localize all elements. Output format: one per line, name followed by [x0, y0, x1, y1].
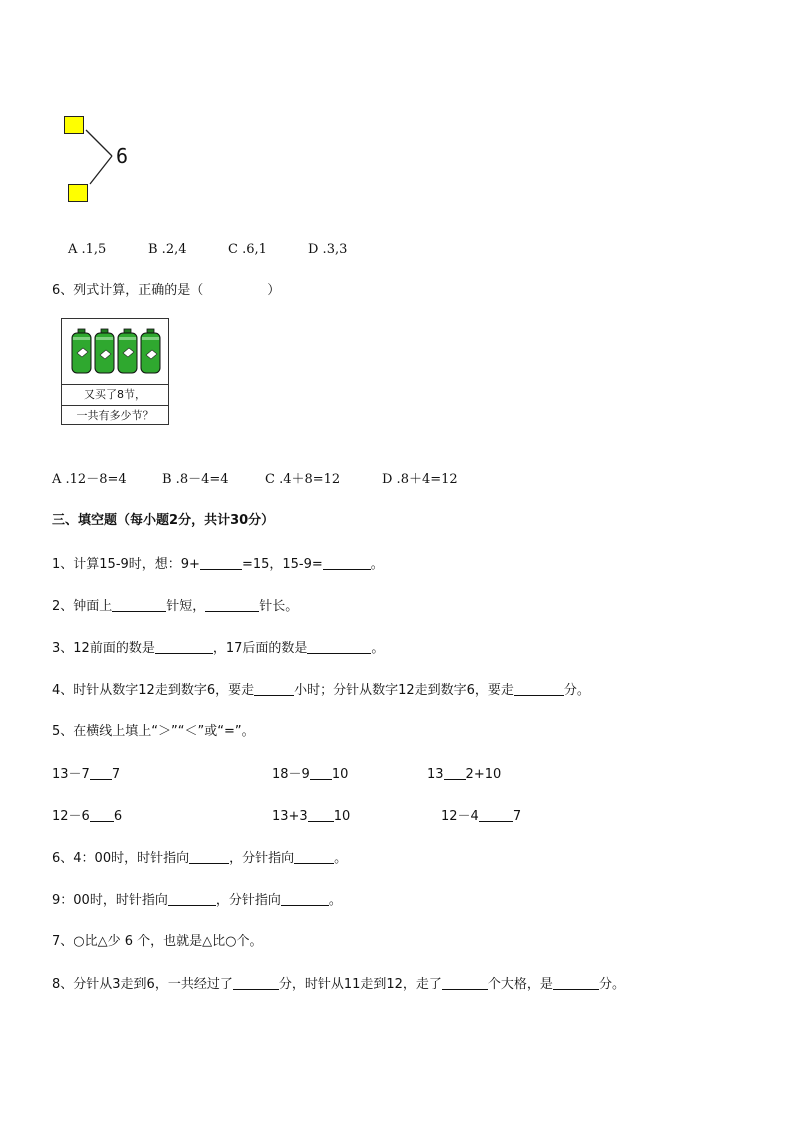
answer-blank[interactable]	[442, 975, 488, 990]
fill-question-5: 5、在横线上填上“＞”“＜”或“=”。	[52, 724, 255, 739]
battery-icon	[95, 329, 114, 373]
fill-question-3: 3、12前面的数是 ，17后面的数是 。	[52, 641, 385, 656]
answer-blank[interactable]	[310, 765, 332, 780]
q5-option-a: A .1,5	[68, 242, 107, 257]
number-decomposition-figure	[60, 112, 150, 208]
answer-blank[interactable]	[168, 891, 216, 906]
q6-option-a: A .12－8=4	[52, 472, 127, 487]
answer-blank[interactable]	[479, 807, 513, 822]
picture-text-question: 一共有多少节？	[76, 409, 154, 422]
compare-item-5: 13+3 10	[272, 809, 351, 824]
answer-blank[interactable]	[155, 639, 213, 654]
answer-blank[interactable]	[307, 639, 371, 654]
q5-option-b: B .2,4	[148, 242, 187, 257]
q5-option-d: D .3,3	[308, 242, 348, 257]
fill-question-8: 8、分针从3走到6，一共经过了 分，时针从11走到12，走了 个大格，是 分。	[52, 977, 625, 992]
decomposition-total: 6	[116, 144, 129, 168]
answer-blank[interactable]	[553, 975, 599, 990]
compare-item-2: 18－9 10	[272, 767, 349, 782]
answer-blank[interactable]	[323, 555, 371, 570]
battery-icon	[141, 329, 160, 373]
answer-blank[interactable]	[90, 765, 112, 780]
answer-blank[interactable]	[189, 849, 229, 864]
q6-option-d: D .8＋4=12	[382, 472, 458, 487]
answer-blank[interactable]	[233, 975, 279, 990]
compare-item-3: 13 2+10	[427, 767, 502, 782]
battery-picture	[61, 318, 169, 425]
answer-blank[interactable]	[308, 807, 334, 822]
fill-question-2: 2、钟面上 针短， 针长。	[52, 599, 299, 614]
answer-blank[interactable]	[205, 597, 259, 612]
answer-blank[interactable]	[112, 597, 166, 612]
section-3-title: 三、填空题（每小题2分，共计30分）	[52, 513, 275, 528]
q6-option-c: C .4＋8=12	[265, 472, 341, 487]
compare-item-4: 12－6 6	[52, 809, 123, 824]
fill-question-6a: 6、4：00时，时针指向 ，分针指向 。	[52, 851, 348, 866]
compare-item-6: 12－4 7	[441, 809, 522, 824]
answer-blank[interactable]	[281, 891, 329, 906]
fill-question-1: 1、计算15-9时，想：9+ =15，15-9= 。	[52, 557, 384, 572]
answer-blank[interactable]	[200, 555, 242, 570]
answer-blank[interactable]	[90, 807, 114, 822]
answer-blank[interactable]	[294, 849, 334, 864]
fill-question-6b: 9：00时，时针指向 ，分针指向 。	[52, 893, 342, 908]
answer-blank[interactable]	[444, 765, 466, 780]
answer-blank[interactable]	[254, 681, 294, 696]
fill-question-4: 4、时针从数字12走到数字6，要走 小时；分针从数字12走到数字6，要走 分。	[52, 683, 590, 698]
compare-item-1: 13－7 7	[52, 767, 121, 782]
q6-question: 6、列式计算，正确的是（ ）	[52, 283, 281, 298]
fill-question-7: 7、○比△少 6 个，也就是△比○个。	[52, 934, 263, 949]
battery-icon	[118, 329, 137, 373]
batteries-image	[62, 319, 168, 384]
decomposition-lines	[60, 112, 150, 208]
q6-option-b: B .8－4=4	[162, 472, 229, 487]
q5-option-c: C .6,1	[228, 242, 267, 257]
answer-blank[interactable]	[514, 681, 564, 696]
battery-icon	[72, 329, 91, 373]
picture-text-bought: 又买了8节，	[84, 388, 146, 401]
